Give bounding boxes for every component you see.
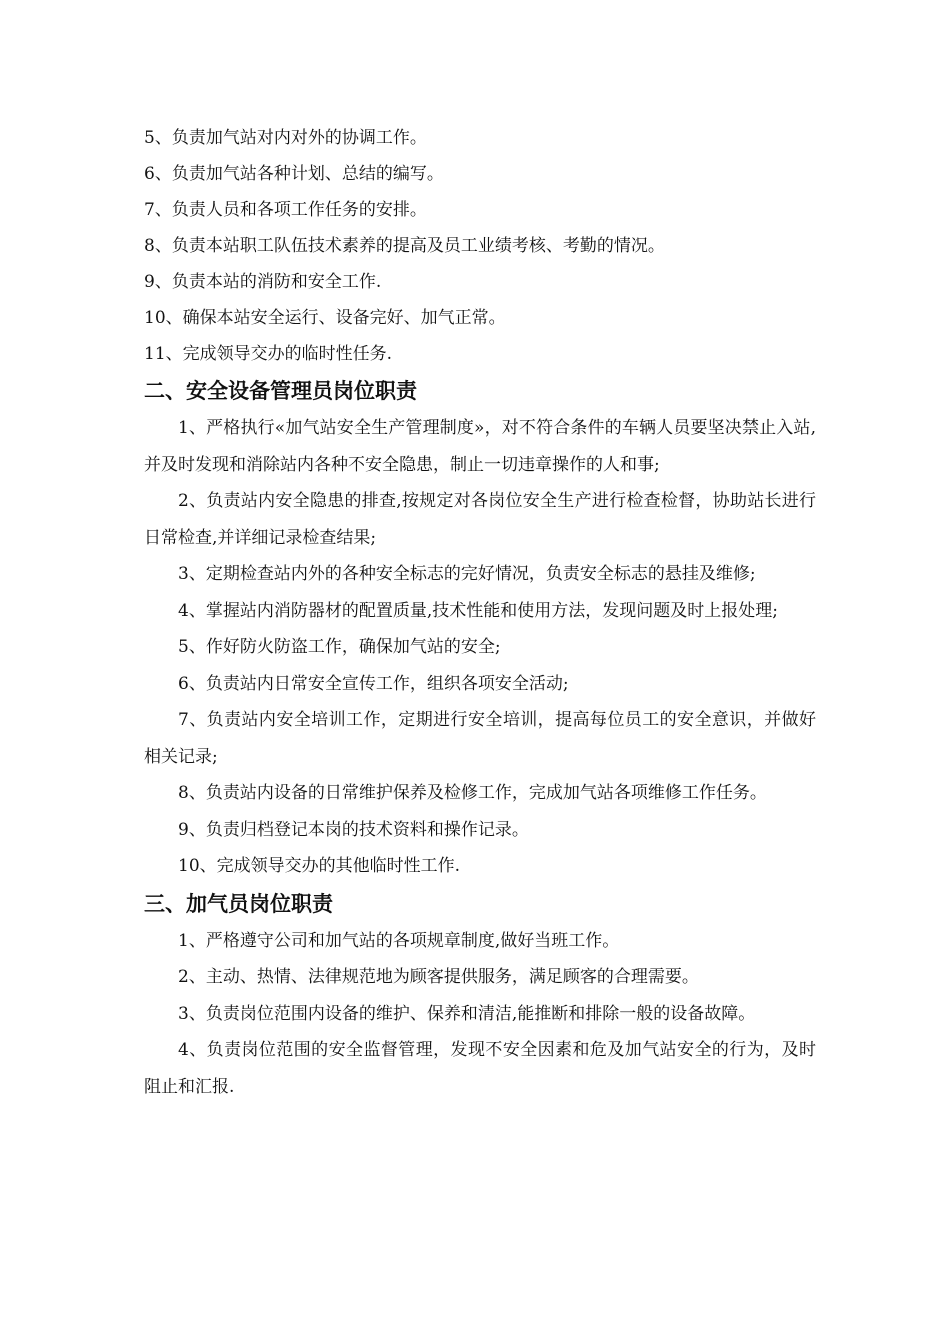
fueling-attendant-duties	[144, 923, 816, 1106]
safety-manager-duties	[144, 410, 816, 885]
list-item: 2、主动、热情、法律规范地为顾客提供服务，满足顾客的合理需要。	[178, 967, 699, 987]
document-body	[144, 120, 816, 1105]
list-item: 4、掌握站内消防器材的配置质量,技术性能和使用方法，发现问题及时上报处理;	[178, 600, 778, 621]
list-item: 9、负责归档登记本岗的技术资料和操作记录。	[178, 819, 529, 840]
list-item: 3、定期检查站内外的各种安全标志的完好情况，负责安全标志的悬挂及维修;	[178, 564, 756, 584]
duty-list-top	[144, 120, 816, 372]
list-item: 5、作好防火防盗工作，确保加气站的安全;	[178, 637, 501, 657]
list-item: 10、确保本站安全运行、设备完好、加气正常。	[144, 308, 506, 328]
list-item: 6、负责加气站各种计划、总结的编写。	[144, 164, 444, 184]
list-item: 4、负责岗位范围的安全监督管理，发现不安全因素和危及加气站安全的行为，及时阻止和汇报.	[144, 1040, 816, 1097]
list-item: 9、负责本站的消防和安全工作.	[144, 272, 382, 292]
list-item: 8、负责本站职工队伍技术素养的提高及员工业绩考核、考勤的情况。	[144, 236, 665, 256]
list-item: 11、完成领导交办的临时性任务.	[144, 344, 393, 364]
list-item: 7、负责站内安全培训工作，定期进行安全培训，提高每位员工的安全意识，并做好相关记录;	[144, 710, 816, 767]
list-item: 6、负责站内日常安全宣传工作，组织各项安全活动;	[178, 673, 569, 694]
section-heading-safety-manager: 二、安全设备管理员岗位职责	[144, 379, 417, 403]
list-item: 2、负责站内安全隐患的排查,按规定对各岗位安全生产进行检查检督，协助站长进行日常检查,并详细记录检查结果;	[144, 491, 816, 548]
list-item: 1、严格遵守公司和加气站的各项规章制度,做好当班工作。	[178, 930, 620, 951]
list-item: 8、负责站内设备的日常维护保养及检修工作，完成加气站各项维修工作任务。	[178, 783, 767, 803]
section-heading-fueling-attendant: 三、加气员岗位职责	[144, 891, 333, 916]
list-item: 5、负责加气站对内对外的协调工作。	[144, 128, 427, 148]
list-item: 1、严格执行«加气站安全生产管理制度»，对不符合条件的车辆人员要坚决禁止入站,并及时发现和消除站内各种不安全隐患，制止一切违章操作的人和事;	[144, 418, 816, 475]
list-item: 3、负责岗位范围内设备的维护、保养和清洁,能推断和排除一般的设备故障。	[178, 1003, 756, 1024]
list-item: 7、负责人员和各项工作任务的安排。	[144, 200, 427, 220]
list-item: 10、完成领导交办的其他临时性工作.	[178, 856, 461, 876]
